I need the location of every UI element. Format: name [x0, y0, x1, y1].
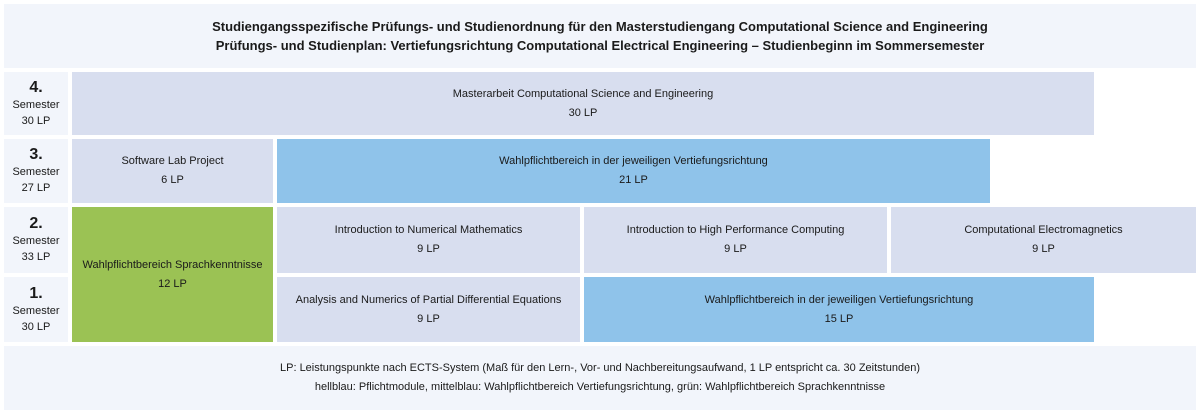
header-subtitle: Prüfungs- und Studienplan: Vertiefungsrichtung Computational Electrical Engineering – Studienbeginn im Sommersemester: [215, 38, 985, 53]
legend-lp-note: LP: Leistungspunkte nach ECTS-System (Maß für den Lern-, Vor- und Nachbereitungsaufwand, 1 LP entspricht ca. 30 Zeitstunden): [280, 362, 920, 374]
semester-lp: 30 LP: [21, 320, 51, 333]
module-software-lab: [72, 139, 273, 203]
page-header: [4, 4, 1196, 68]
module-lp: 6 LP: [161, 174, 184, 186]
module-numerical-mathematics: [277, 207, 580, 273]
module-lp: 9 LP: [1032, 243, 1055, 255]
module-partial-differential-equations: [277, 277, 580, 342]
module-computational-electromagnetics: [891, 207, 1196, 273]
module-title: Wahlpflichtbereich in der jeweiligen Vertiefungsrichtung: [704, 293, 974, 306]
module-title: Wahlpflichtbereich in der jeweiligen Vertiefungsrichtung: [499, 155, 768, 167]
module-lp: 15 LP: [824, 312, 854, 325]
semester-word: Semester: [12, 235, 60, 247]
module-lp: 21 LP: [619, 174, 648, 186]
semester-label-4: [4, 72, 68, 135]
legend-color-key: hellblau: Pflichtmodule, mittelblau: Wahlpflichtbereich Vertiefungsrichtung, grün: Wahlpflichtbereich Sprachkenntnisse: [314, 381, 886, 393]
module-lp: 30 LP: [568, 106, 598, 119]
semester-word: Semester: [12, 98, 60, 111]
semester-number: 4.: [29, 78, 43, 96]
header-title: Studiengangsspezifische Prüfungs- und Studienordnung für den Masterstudiengang Computational Science and Engineering: [212, 19, 988, 34]
module-wahlpflicht-semester-1: [584, 277, 1094, 342]
module-title: Introduction to High Performance Computing: [626, 224, 845, 236]
semester-lp: 30 LP: [21, 114, 51, 127]
semester-lp: 27 LP: [21, 182, 51, 194]
semester-label-3: [4, 139, 68, 203]
semester-number: 3.: [29, 146, 43, 163]
module-title: Masterarbeit Computational Science and Engineering: [452, 87, 714, 100]
semester-label-1: [4, 277, 68, 342]
module-title: Introduction to Numerical Mathematics: [334, 224, 523, 236]
module-lp: 9 LP: [417, 243, 440, 255]
module-high-performance-computing: [584, 207, 887, 273]
module-lp: 12 LP: [158, 277, 187, 290]
semester-number: 2.: [29, 215, 43, 232]
module-title: Analysis and Numerics of Partial Differential Equations: [295, 293, 562, 306]
module-masterarbeit: [72, 72, 1094, 135]
module-title: Wahlpflichtbereich Sprachkenntnisse: [82, 258, 263, 271]
semester-number: 1.: [29, 284, 43, 302]
semester-label-2: [4, 207, 68, 273]
semester-word: Semester: [12, 166, 60, 178]
module-title: Computational Electromagnetics: [964, 224, 1123, 236]
module-lp: 9 LP: [417, 312, 440, 325]
module-lp: 9 LP: [724, 243, 747, 255]
module-title: Software Lab Project: [121, 155, 224, 167]
semester-lp: 33 LP: [21, 251, 51, 263]
legend-footer: [4, 346, 1196, 410]
module-wahlpflicht-semester-3: [277, 139, 990, 203]
semester-word: Semester: [12, 304, 60, 317]
module-sprachkenntnisse: [72, 207, 273, 342]
